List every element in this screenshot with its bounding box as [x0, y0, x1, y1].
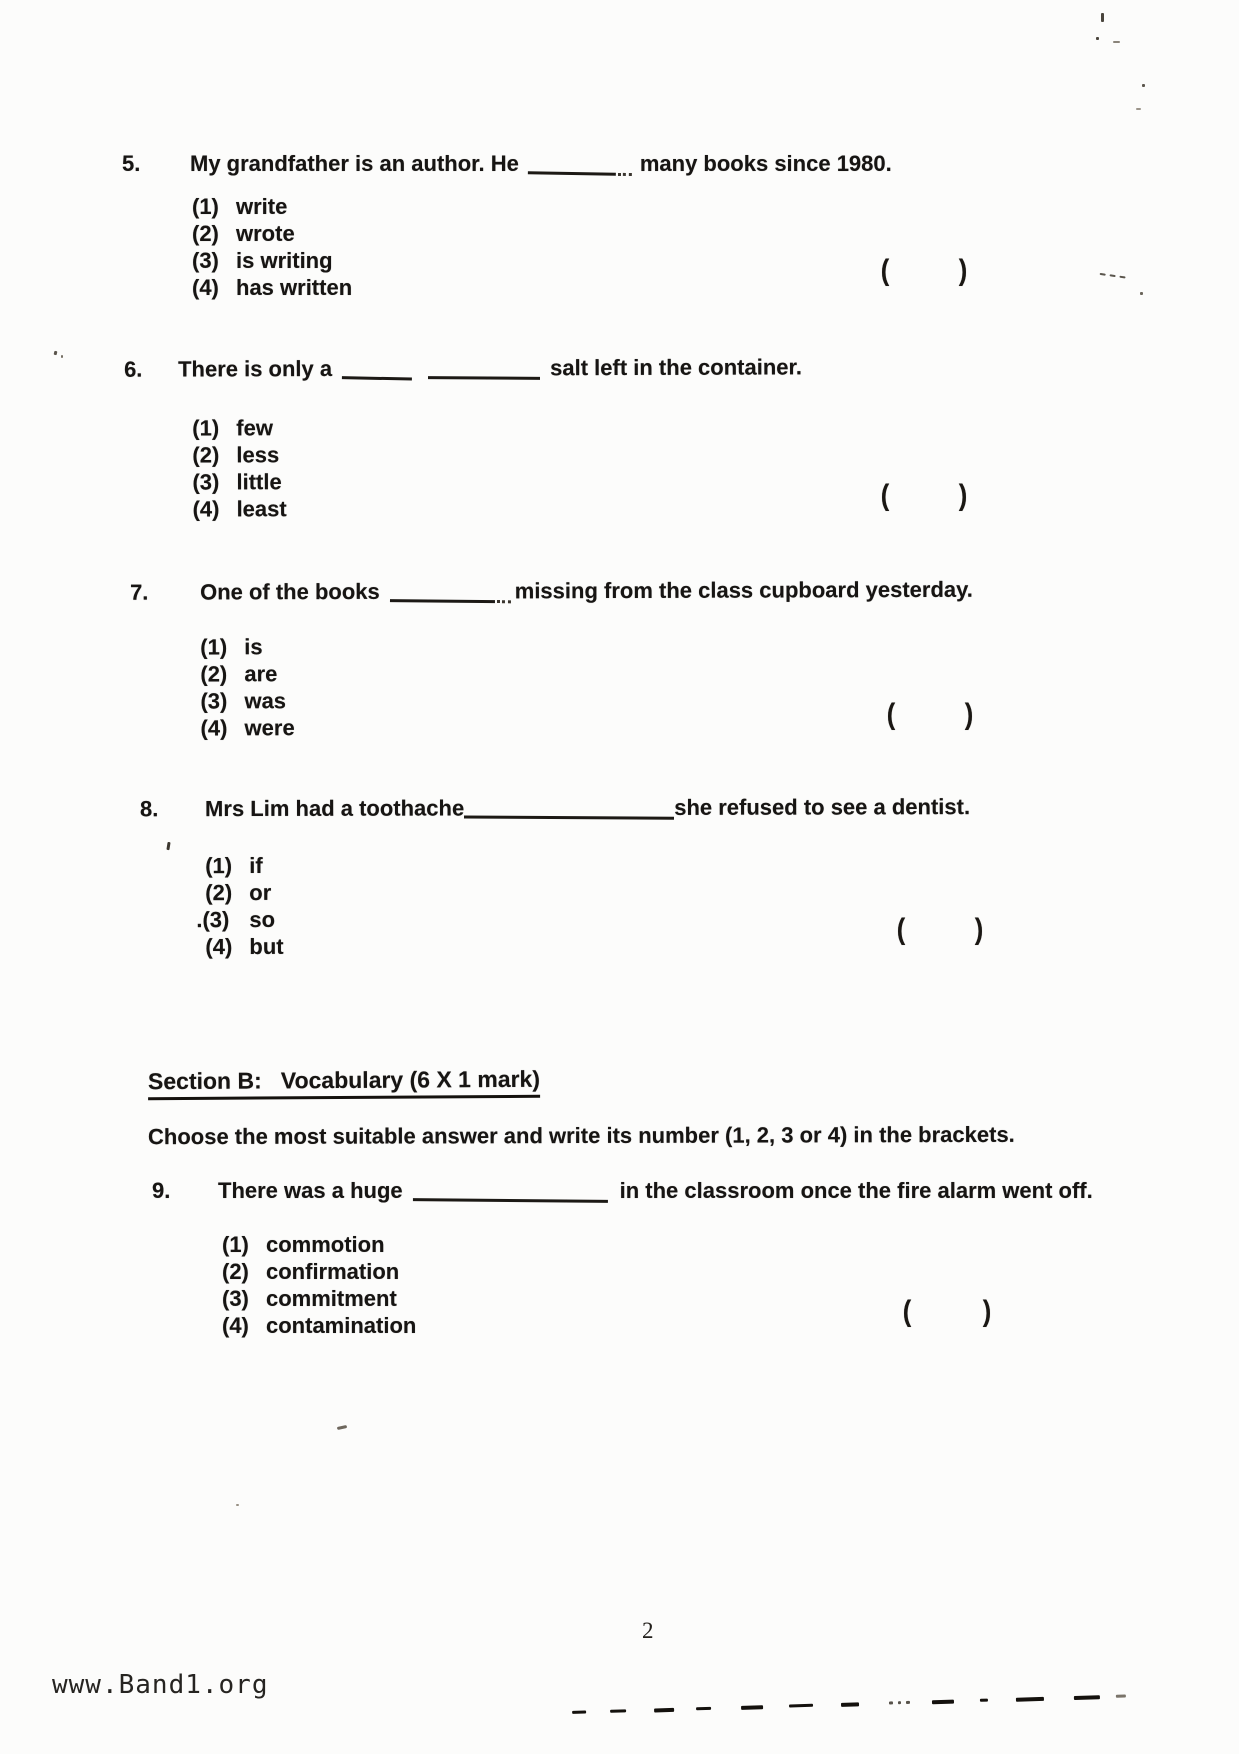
sentence-post: she refused to see a dentist. [674, 794, 971, 820]
question-7 [0, 575, 1239, 741]
option-row [200, 660, 294, 687]
answer-bracket-close: ) [958, 254, 968, 287]
scan-speck [1101, 13, 1104, 22]
option-text: were [244, 715, 295, 741]
question-8 [0, 792, 1239, 960]
answer-blank [342, 361, 412, 380]
answer-bracket-close: ) [964, 698, 974, 731]
option-row [192, 441, 286, 468]
answer-blank [413, 1183, 608, 1203]
option-row [200, 633, 294, 660]
scan-mark [166, 842, 170, 850]
option-row [200, 714, 294, 741]
option-text: or [249, 879, 272, 905]
section-b-heading: Section B: Vocabulary (6 X 1 mark) [148, 1065, 540, 1100]
option-text: are [244, 661, 278, 687]
scan-dots [1099, 262, 1131, 284]
option-text: commotion [266, 1232, 385, 1257]
answer-bracket-close: ) [958, 479, 968, 512]
scan-mark [54, 351, 58, 356]
options-list [192, 414, 287, 522]
option-text: if [249, 852, 263, 878]
option-label: (1) [200, 634, 228, 660]
option-label: (2) [192, 221, 219, 246]
option-label: (2) [205, 880, 233, 906]
option-label: (4) [192, 275, 219, 300]
answer-bracket-close: ) [982, 1295, 992, 1328]
option-label: (3) [200, 688, 228, 714]
scan-speck [236, 1504, 239, 1506]
option-row [200, 687, 294, 714]
answer-bracket-open: ( [896, 913, 906, 946]
question-sentence [218, 1177, 1093, 1205]
option-text: is [244, 634, 263, 660]
option-label: (3) [222, 1286, 249, 1311]
option-label: (1) [222, 1232, 249, 1257]
options-list [196, 852, 284, 960]
option-row [205, 879, 283, 906]
option-label: (2) [192, 442, 220, 468]
option-label: (4) [200, 715, 228, 741]
option-label: (4) [192, 496, 220, 522]
question-sentence [190, 150, 892, 178]
sentence-post: in the classroom once the fire alarm went off. [619, 1178, 1093, 1203]
option-label: (1) [205, 853, 233, 879]
option-text: less [236, 442, 280, 468]
option-label: (4) [222, 1313, 249, 1338]
question-number: 8. [140, 796, 159, 822]
option-label: (4) [205, 934, 233, 960]
sentence-post: many books since 1980. [639, 151, 892, 176]
option-row [196, 906, 283, 933]
scan-mark [337, 1425, 347, 1430]
scan-speck [1136, 108, 1141, 110]
sentence-pre: There was a huge [218, 1178, 403, 1203]
option-text: but [249, 933, 284, 959]
question-number: 6. [124, 356, 143, 382]
question-6 [0, 352, 1239, 522]
scan-speck [1140, 292, 1143, 295]
option-row [192, 495, 286, 522]
scan-speck [1113, 41, 1120, 43]
option-label: (1) [192, 415, 220, 441]
option-text: least [236, 496, 287, 522]
answer-blank [464, 800, 674, 819]
option-row [192, 414, 286, 441]
website-watermark: www.Band1.org [52, 1670, 269, 1700]
sentence-pre: One of the books [200, 578, 380, 605]
sentence-pre: Mrs Lim had a toothache [205, 795, 465, 822]
option-row [192, 274, 352, 301]
option-row [205, 852, 283, 879]
page-number: 2 [642, 1618, 654, 1643]
option-row [192, 247, 352, 274]
option-text: write [236, 194, 288, 219]
option-text: contamination [266, 1313, 417, 1338]
sentence-post: salt left in the container. [550, 354, 802, 381]
option-row [205, 933, 283, 960]
options-list [192, 193, 352, 301]
answer-blank [390, 584, 495, 603]
option-label: .(3) [196, 907, 230, 933]
question-number: 7. [130, 579, 149, 605]
scan-speck [1096, 37, 1099, 40]
answer-blank [428, 361, 540, 380]
option-row [192, 220, 352, 247]
option-row [222, 1231, 416, 1258]
sentence-post: missing from the class cupboard yesterday. [514, 576, 973, 604]
answer-bracket-close: ) [974, 913, 984, 946]
answer-bracket-open: ( [886, 698, 896, 731]
option-label: (2) [200, 661, 228, 687]
sentence-pre: There is only a [178, 356, 333, 382]
option-row [192, 193, 352, 220]
option-text: has written [236, 275, 353, 300]
option-text: so [249, 906, 276, 932]
answer-bracket-open: ( [880, 254, 890, 287]
option-label: (3) [192, 469, 220, 495]
section-b-instruction: Choose the most suitable answer and write its number (1, 2, 3 or 4) in the brackets. [147, 1121, 1015, 1150]
question-sentence [200, 576, 973, 607]
answer-bracket-open: ( [902, 1295, 912, 1328]
options-list [200, 633, 295, 741]
scan-dash-line [572, 1684, 1239, 1722]
question-sentence [178, 353, 802, 383]
option-row [222, 1258, 416, 1285]
option-text: little [236, 469, 282, 495]
options-list [222, 1231, 416, 1339]
option-text: is writing [236, 248, 333, 273]
option-text: wrote [236, 221, 295, 246]
question-sentence [205, 793, 970, 823]
option-row [192, 468, 286, 495]
section-b [147, 1065, 1015, 1150]
option-text: few [236, 415, 273, 441]
option-row [222, 1312, 416, 1339]
option-text: commitment [266, 1286, 397, 1311]
option-row [222, 1285, 416, 1312]
option-label: (2) [222, 1259, 249, 1284]
option-label: (1) [192, 194, 219, 219]
option-label: (3) [192, 248, 219, 273]
scan-mark [61, 355, 63, 358]
scan-speck [1142, 84, 1145, 87]
option-text: was [244, 688, 287, 714]
answer-blank [528, 156, 616, 176]
answer-bracket-open: ( [880, 479, 890, 512]
option-text: confirmation [266, 1259, 400, 1284]
question-number: 5. [122, 151, 141, 176]
question-number: 9. [152, 1178, 171, 1203]
sentence-pre: My grandfather is an author. He [190, 151, 519, 176]
